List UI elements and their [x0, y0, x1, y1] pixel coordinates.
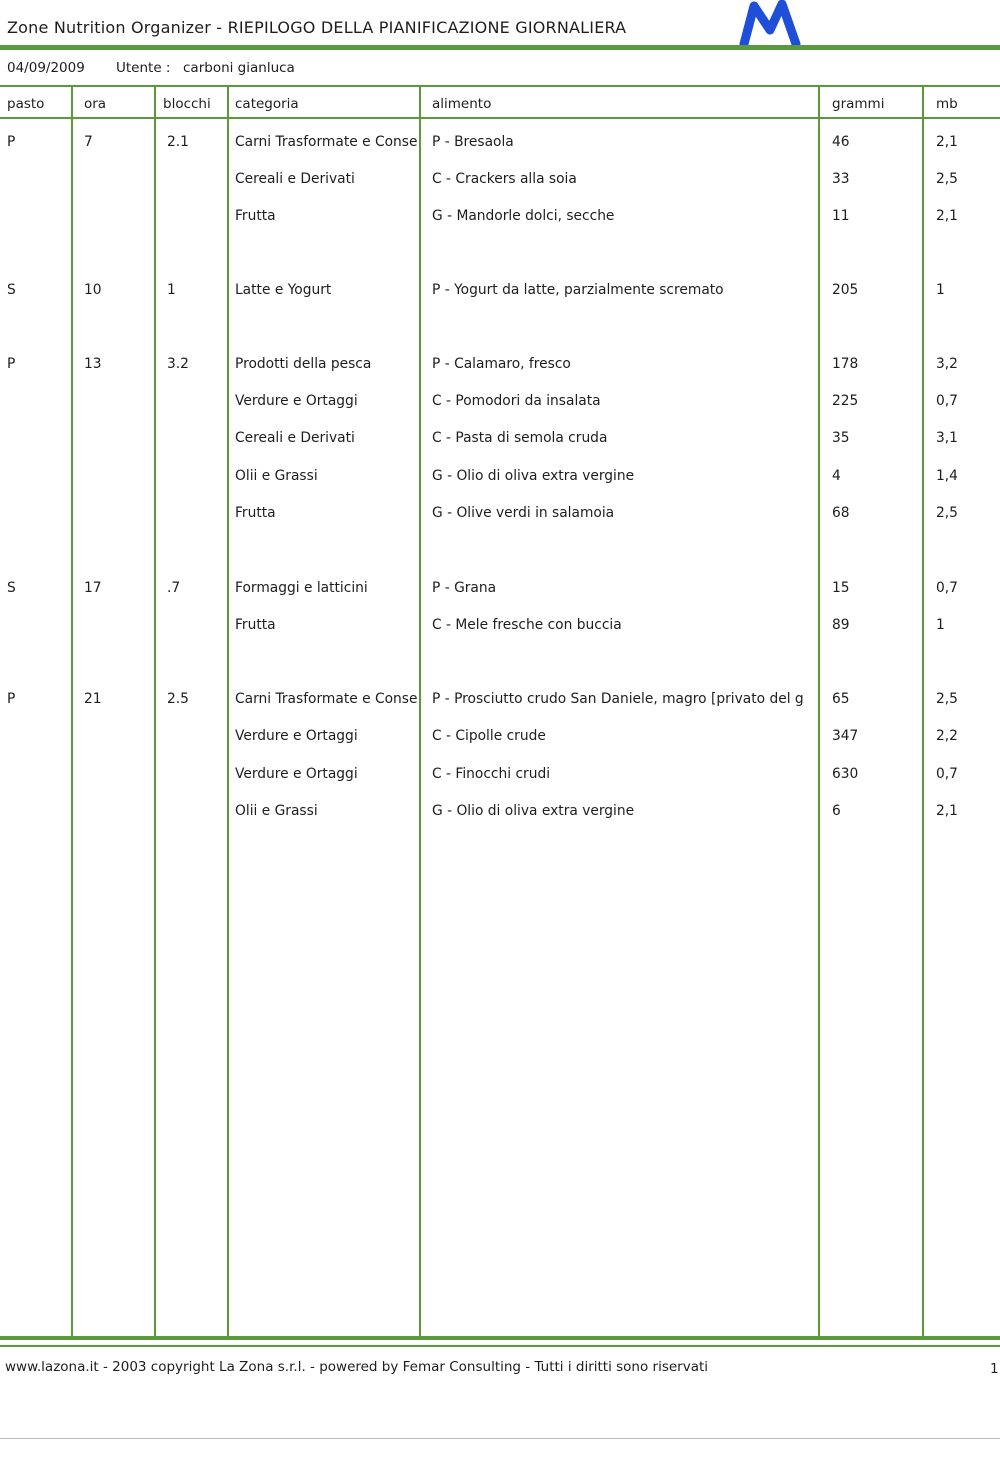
cell-grammi: 4: [832, 468, 841, 484]
cell-grammi: 11: [832, 208, 850, 224]
cell-grammi: 15: [832, 580, 850, 596]
cell-mb: 2,5: [936, 171, 958, 187]
cell-mb: 1,4: [936, 468, 958, 484]
cell-alimento: C - Cipolle crude: [432, 728, 546, 744]
cell-mb: 2,1: [936, 134, 958, 150]
cell-alimento: C - Finocchi crudi: [432, 766, 551, 782]
cell-blocchi: .7: [167, 580, 181, 596]
bottom-rule: [0, 1336, 1000, 1340]
meta-rule: [0, 85, 1000, 87]
col-divider: [71, 87, 73, 1338]
cell-mb: 1: [936, 617, 945, 633]
cell-alimento: G - Olio di oliva extra vergine: [432, 468, 635, 484]
cell-categoria: Verdure e Ortaggi: [235, 393, 358, 409]
cell-categoria: Verdure e Ortaggi: [235, 728, 358, 744]
cell-mb: 2,5: [936, 691, 958, 707]
cell-alimento: C - Mele fresche con buccia: [432, 617, 622, 633]
cell-grammi: 33: [832, 171, 850, 187]
cell-alimento: G - Olio di oliva extra vergine: [432, 803, 635, 819]
cell-blocchi: 2.5: [167, 691, 189, 707]
cell-ora: 10: [84, 282, 102, 298]
col-divider: [419, 87, 421, 1338]
cell-mb: 2,1: [936, 803, 958, 819]
col-divider: [227, 87, 229, 1338]
cell-grammi: 178: [832, 356, 859, 372]
cell-grammi: 6: [832, 803, 841, 819]
cell-blocchi: 3.2: [167, 356, 189, 372]
cell-grammi: 225: [832, 393, 859, 409]
user-name: carboni gianluca: [183, 60, 295, 76]
cell-blocchi: 2.1: [167, 134, 189, 150]
cell-ora: 21: [84, 691, 102, 707]
cell-alimento: C - Crackers alla soia: [432, 171, 577, 187]
cell-alimento: G - Mandorle dolci, secche: [432, 208, 615, 224]
cell-alimento: G - Olive verdi in salamoia: [432, 505, 615, 521]
cell-categoria: Olii e Grassi: [235, 468, 318, 484]
cell-categoria: Frutta: [235, 505, 276, 521]
scan-edge-line: [0, 1438, 1000, 1439]
cell-pasto: P: [7, 691, 16, 707]
header-rule: [0, 117, 1000, 119]
cell-alimento: P - Prosciutto crudo San Daniele, magro [privato del g: [432, 691, 804, 707]
col-header-grammi: grammi: [832, 96, 885, 112]
cell-blocchi: 1: [167, 282, 176, 298]
col-header-alimento: alimento: [432, 96, 492, 112]
cell-alimento: P - Yogurt da latte, parzialmente scremato: [432, 282, 724, 298]
document-title: Zone Nutrition Organizer - RIEPILOGO DELLA PIANIFICAZIONE GIORNALIERA: [7, 18, 627, 37]
cell-grammi: 205: [832, 282, 859, 298]
handwritten-m-mark: [738, 0, 808, 48]
cell-mb: 0,7: [936, 580, 958, 596]
col-divider: [818, 87, 820, 1338]
col-header-mb: mb: [936, 96, 958, 112]
top-rule: [0, 45, 1000, 50]
cell-ora: 13: [84, 356, 102, 372]
cell-categoria: Carni Trasformate e Conse: [235, 134, 417, 150]
cell-grammi: 65: [832, 691, 850, 707]
col-header-ora: ora: [84, 96, 107, 112]
cell-categoria: Latte e Yogurt: [235, 282, 332, 298]
footer-copyright: www.lazona.it - 2003 copyright La Zona s.r.l. - powered by Femar Consulting - Tutti i diritti sono riservati: [5, 1359, 709, 1375]
cell-categoria: Olii e Grassi: [235, 803, 318, 819]
cell-grammi: 35: [832, 430, 850, 446]
cell-mb: 2,1: [936, 208, 958, 224]
col-divider: [154, 87, 156, 1338]
cell-mb: 0,7: [936, 393, 958, 409]
cell-alimento: P - Grana: [432, 580, 497, 596]
cell-categoria: Cereali e Derivati: [235, 171, 355, 187]
cell-pasto: P: [7, 134, 16, 150]
cell-grammi: 347: [832, 728, 859, 744]
cell-categoria: Formaggi e latticini: [235, 580, 368, 596]
cell-grammi: 630: [832, 766, 859, 782]
col-header-pasto: pasto: [7, 96, 45, 112]
cell-pasto: S: [7, 580, 16, 596]
cell-mb: 3,2: [936, 356, 958, 372]
cell-categoria: Frutta: [235, 208, 276, 224]
report-date: 04/09/2009: [7, 60, 85, 76]
cell-categoria: Verdure e Ortaggi: [235, 766, 358, 782]
cell-alimento: P - Calamaro, fresco: [432, 356, 571, 372]
user-label: Utente :: [116, 60, 171, 76]
cell-categoria: Carni Trasformate e Conse: [235, 691, 417, 707]
cell-grammi: 46: [832, 134, 850, 150]
cell-mb: 1: [936, 282, 945, 298]
cell-alimento: P - Bresaola: [432, 134, 514, 150]
cell-mb: 2,5: [936, 505, 958, 521]
cell-mb: 2,2: [936, 728, 958, 744]
col-divider: [922, 87, 924, 1338]
page-number: 1: [990, 1361, 999, 1377]
cell-mb: 3,1: [936, 430, 958, 446]
cell-categoria: Cereali e Derivati: [235, 430, 355, 446]
bottom-rule-thin: [0, 1345, 1000, 1347]
col-header-blocchi: blocchi: [163, 96, 211, 112]
cell-grammi: 68: [832, 505, 850, 521]
col-header-categoria: categoria: [235, 96, 299, 112]
cell-ora: 7: [84, 134, 93, 150]
cell-pasto: S: [7, 282, 16, 298]
cell-categoria: Frutta: [235, 617, 276, 633]
cell-categoria: Prodotti della pesca: [235, 356, 372, 372]
cell-alimento: C - Pasta di semola cruda: [432, 430, 608, 446]
cell-pasto: P: [7, 356, 16, 372]
cell-grammi: 89: [832, 617, 850, 633]
cell-alimento: C - Pomodori da insalata: [432, 393, 601, 409]
cell-mb: 0,7: [936, 766, 958, 782]
cell-ora: 17: [84, 580, 102, 596]
